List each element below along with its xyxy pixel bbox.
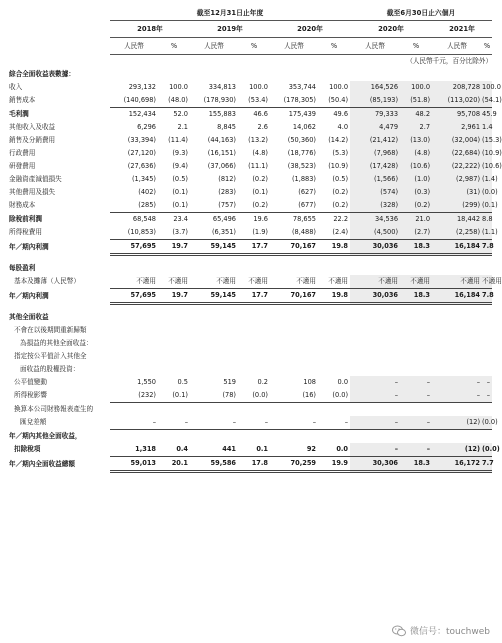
table-row [8,289,492,304]
header-year: 2019年 [190,21,270,38]
oci-text-line: 為損益的其他全面收益： [20,339,93,348]
value-cell: 17.7 [238,240,270,255]
unit-note: （人民幣千元，百分比除外） [406,57,493,66]
value-cell: 68,548 [132,215,156,224]
value-cell: 0.1 [238,443,270,457]
value-cell: (0.5) [332,175,349,184]
value-cell: – [400,389,432,403]
value-cell: 100.0 [169,83,188,92]
row-label: 金融資產減值損失 [9,175,62,184]
table-row [8,226,492,240]
watermark-text: 微信号：touchweb [409,627,490,637]
value-cell: (4.8) [400,147,432,160]
table-row [8,403,492,417]
value-cell: (812) [218,175,236,184]
value-cell: 19.7 [158,240,190,255]
value-cell: 155,883 [208,110,236,119]
value-cell: – [158,416,190,430]
value-cell: 4.0 [337,123,349,132]
value-cell: (0.0) [238,389,270,403]
value-cell: (299) [432,199,482,213]
financial-table-container [8,6,502,473]
row-label: 年／期內利潤 [9,291,49,300]
row-label: 銷售成本 [9,96,36,105]
value-cell: 16,184 [432,240,482,255]
value-cell: 8,845 [217,123,236,132]
row-label: 銷售及分銷費用 [9,136,56,145]
value-cell: (0.5) [172,175,188,184]
table-row [8,38,492,55]
table-row [8,186,492,199]
value-cell: (51.8) [400,94,432,108]
value-cell: (285) [110,199,158,213]
value-cell: 不適用 [400,275,432,289]
value-cell: 30,036 [350,289,400,304]
header-group-fy: 截至12月31日止年度 [110,6,350,21]
table-row [8,430,492,444]
value-cell: 519 [223,378,236,387]
value-cell: (38,523) [287,162,316,171]
value-cell: (22,684) [432,147,482,160]
row-label: 其他費用及損失 [9,188,56,197]
value-cell: (50.4) [318,94,350,108]
value-cell: 17.8 [238,457,270,472]
value-cell: (1.0) [400,173,432,186]
value-cell: 100.0 [482,81,492,94]
value-cell: 79,333 [350,108,400,122]
value-cell: (0.1) [172,188,188,197]
value-cell: (0.0) [318,389,350,403]
value-cell: (178,305) [270,94,318,108]
value-cell: 100.0 [329,83,349,92]
value-cell: – [482,376,492,389]
value-cell: (140,698) [110,94,158,108]
row-label: 財務成本 [9,201,36,210]
value-cell: (15.3) [482,134,492,147]
value-cell: (178,930) [190,94,238,108]
value-cell: 7.8 [482,289,492,304]
value-cell: 不適用 [158,275,190,289]
value-cell: (4.8) [252,149,268,158]
table-row [8,121,492,134]
value-cell: 59,013 [110,457,158,472]
value-cell: 21.0 [400,213,432,227]
header-unit-pct: % [318,38,350,55]
value-cell: 7.7 [482,457,492,472]
value-cell: (2.7) [400,226,432,240]
value-cell: 70,167 [270,240,318,255]
value-cell: 49.6 [333,110,349,119]
value-cell: 108 [303,378,316,387]
value-cell: (402) [138,188,156,197]
row-label: 毛利潤 [9,109,29,118]
value-cell: 100.0 [249,83,268,92]
header-unit-pct: % [238,38,270,55]
oci-text-line: 面收益的股權投資： [20,365,80,374]
value-cell: – [400,416,432,430]
table-row [8,350,492,363]
value-cell: 0.0 [337,378,349,387]
value-cell: (1.4) [482,173,492,186]
value-cell: 0.0 [318,443,350,457]
value-cell: (53.4) [238,94,270,108]
value-cell: 70,259 [270,457,318,472]
value-cell: 208,728 [432,81,482,94]
value-cell: 8.8 [482,213,492,227]
table-row [8,173,492,186]
value-cell: 20.1 [158,457,190,472]
value-cell: 17.7 [238,289,270,304]
value-cell: (12) [432,443,482,457]
note-spacer [8,55,110,69]
value-cell: 19.7 [158,289,190,304]
value-cell: – [238,416,270,430]
value-cell: (232) [110,389,158,403]
value-cell: (13.2) [248,136,268,145]
header-spacer [8,21,110,38]
row-label: 年／期內全面收益總額 [9,459,75,468]
value-cell: (32,004) [432,134,482,147]
value-cell: (22,222) [432,160,482,173]
row-label: 基本及攤薄（人民幣） [14,277,80,286]
value-cell: (757) [190,199,238,213]
value-cell: (0.1) [482,199,492,213]
spacer [8,304,492,312]
value-cell: (48.0) [158,94,190,108]
value-cell: (0.1) [252,188,268,197]
value-cell: – [350,416,400,430]
value-cell: (7,968) [350,147,400,160]
value-cell: 57,695 [110,289,158,304]
watermark [392,624,490,637]
value-cell: 0.4 [158,443,190,457]
value-cell: 78,655 [292,215,316,224]
row-label: 匯兌差額 [20,418,47,427]
value-cell: (1,345) [131,175,156,184]
value-cell: 6,296 [137,123,156,132]
row-label: 行政費用 [9,149,36,158]
value-cell: 不適用 [110,275,158,289]
value-cell: (10.9) [482,147,492,160]
value-cell: 7.8 [482,240,492,255]
row-label: 公平值變動 [14,378,47,387]
value-cell: (0.0) [482,416,492,430]
value-cell: (33,394) [127,136,156,145]
oci-fx-label: 換算本公司財務報表產生的 [14,405,94,414]
value-cell: 92 [270,443,318,457]
value-cell: (3.7) [158,226,190,240]
value-cell: 2.7 [400,121,432,134]
header-unit-rmb: 人民幣 [350,38,400,55]
table-row [8,363,492,376]
header-year: 2018年 [110,21,190,38]
value-cell: (78) [190,389,238,403]
oci-subtotal-label: 年／期內其他全面收益， [9,432,82,441]
header-unit-rmb: 人民幣 [270,38,318,55]
value-cell: (18,776) [287,149,316,158]
value-cell: 18,442 [432,213,482,227]
table-row [8,376,492,389]
table-row [8,416,492,430]
value-cell: (85,193) [350,94,400,108]
value-cell: – [110,416,158,430]
value-cell: 不適用 [270,275,318,289]
header-unit-pct: % [482,38,492,55]
row-label: 其他收入及收益 [9,123,56,132]
header-year: 2020年 [270,21,350,38]
value-cell: 19.8 [318,240,350,255]
income-statement-table [8,6,502,473]
header-unit-pct: % [400,38,432,55]
table-row [8,134,492,147]
table-row [8,68,492,81]
value-cell: 59,586 [190,457,238,472]
value-cell: (0.2) [332,188,349,197]
value-cell: (13.0) [400,134,432,147]
value-cell: – [318,416,350,430]
value-cell: 293,132 [128,83,156,92]
table-row [8,324,492,337]
value-cell: 2.6 [257,123,268,132]
value-cell: 30,036 [350,240,400,255]
section-title-eps: 每股盈利 [9,264,36,273]
value-cell: 19.6 [253,215,268,224]
value-cell: – [400,443,432,457]
value-cell: (2,258) [432,226,482,240]
row-label: 年／期內利潤 [9,242,49,251]
header-unit-rmb: 人民幣 [190,38,238,55]
value-cell: 441 [190,443,238,457]
table-row [8,311,492,324]
table-row [8,213,492,227]
value-cell: – [190,416,238,430]
value-cell: 18.3 [400,289,432,304]
section-title-income: 綜合全面收益表數據： [9,70,75,79]
value-cell: 19.9 [318,457,350,472]
value-cell: (21,412) [350,134,400,147]
value-cell: 不適用 [238,275,270,289]
value-cell: (16,151) [207,149,236,158]
value-cell: – [482,389,492,403]
value-cell: (1.9) [238,226,270,240]
value-cell: (0.2) [400,199,432,213]
oci-text-line: 指定按公平值計入其他全 [14,352,87,361]
value-cell: – [400,376,432,389]
oci-text-line: 不會在以後期間重新歸類 [14,326,87,335]
value-cell: 1,550 [137,378,156,387]
value-cell: 不適用 [482,275,492,289]
value-cell: 152,434 [128,110,156,119]
value-cell: (627) [298,188,316,197]
value-cell: 59,145 [190,240,238,255]
value-cell: 16,184 [432,289,482,304]
row-label: 除稅前利潤 [9,214,42,223]
value-cell: (37,066) [207,162,236,171]
value-cell: (1.1) [482,226,492,240]
value-cell: 52.0 [173,110,188,119]
value-cell: 14,062 [292,123,316,132]
value-cell: 45.9 [482,108,492,122]
value-cell: 22.2 [333,215,349,224]
value-cell: (11.1) [248,162,268,171]
row-label: 研發費用 [9,162,36,171]
value-cell: (113,020) [432,94,482,108]
value-cell: – [432,389,482,403]
value-cell: (0.3) [400,186,432,199]
value-cell: – [350,376,400,389]
value-cell: (6,351) [190,226,238,240]
value-cell: 18.3 [400,457,432,472]
value-cell: (0.1) [158,199,190,213]
table-row [8,255,492,263]
row-label: 所得稅費用 [9,228,42,237]
value-cell: (9.3) [172,149,188,158]
value-cell: 19.8 [318,289,350,304]
header-unit-rmb: 人民幣 [432,38,482,55]
value-cell: (12) [432,416,482,430]
table-row [8,457,492,472]
table-row [8,304,492,312]
value-cell: 1,318 [110,443,158,457]
table-row [8,240,492,255]
row-label: 扣除稅項 [14,445,41,454]
value-cell: (1,883) [291,175,316,184]
header-spacer [8,38,110,55]
value-cell: (54.1) [482,94,492,108]
wechat-icon [392,625,406,637]
value-cell: 95,708 [432,108,482,122]
value-cell: 100.0 [400,81,432,94]
table-row [8,6,492,21]
value-cell: 334,813 [208,83,236,92]
value-cell: 23.4 [173,215,188,224]
value-cell: (10.6) [482,160,492,173]
value-cell: 16,172 [432,457,482,472]
value-cell: (31) [432,186,482,199]
header-unit-rmb: 人民幣 [110,38,158,55]
value-cell: (10.6) [400,160,432,173]
value-cell: 65,496 [212,215,236,224]
value-cell: 4,479 [350,121,400,134]
value-cell: (0.1) [158,389,190,403]
value-cell: 353,744 [288,83,316,92]
value-cell: (677) [270,199,318,213]
value-cell: (14.2) [328,136,349,145]
value-cell: 59,145 [190,289,238,304]
value-cell: (5.3) [332,149,349,158]
table-row [8,160,492,173]
value-cell: 2.1 [177,123,188,132]
header-group-hy: 截至6月30日止六個月 [350,6,492,21]
value-cell: 不適用 [432,275,482,289]
value-cell: 70,167 [270,289,318,304]
value-cell: 2,961 [432,121,482,134]
value-cell: 不適用 [350,275,400,289]
value-cell: – [350,389,400,403]
header-unit-pct: % [158,38,190,55]
value-cell: (0.0) [482,186,492,199]
value-cell: (0.2) [238,199,270,213]
row-label: 所得稅影響 [14,391,47,400]
value-cell: (2.4) [318,226,350,240]
table-row [8,199,492,213]
value-cell: (10,853) [110,226,158,240]
value-cell: (16) [270,389,318,403]
value-cell: (27,120) [127,149,156,158]
value-cell: (17,428) [350,160,400,173]
table-row [8,337,492,350]
value-cell: – [432,376,482,389]
value-cell: (44,163) [207,136,236,145]
value-cell: (4,500) [350,226,400,240]
value-cell: (0.2) [252,175,268,184]
value-cell: (328) [350,199,400,213]
value-cell: (283) [218,188,236,197]
value-cell: (0.2) [318,199,350,213]
table-row [8,443,492,457]
value-cell: (0.0) [482,443,492,457]
table-row [8,389,492,403]
table-row [8,81,492,94]
value-cell: (50,360) [287,136,316,145]
value-cell: – [270,416,318,430]
value-cell: (10.9) [328,162,349,171]
value-cell: (27,636) [127,162,156,171]
value-cell: 175,439 [288,110,316,119]
value-cell: 46.6 [253,110,268,119]
value-cell: 48.2 [400,108,432,122]
value-cell: (9.4) [172,162,188,171]
value-cell: 0.2 [257,378,268,387]
table-row [8,262,492,275]
value-cell: (2,987) [432,173,482,186]
value-cell: (1,566) [350,173,400,186]
table-row [8,108,492,122]
table-row [8,21,492,38]
spacer [8,255,492,263]
value-cell: (574) [350,186,400,199]
value-cell: 30,306 [350,457,400,472]
value-cell: 不適用 [318,275,350,289]
value-cell: 34,536 [350,213,400,227]
value-cell: 57,695 [110,240,158,255]
section-title-oci: 其他全面收益 [9,313,49,322]
value-cell: 1.4 [482,121,492,134]
value-cell: 不適用 [190,275,238,289]
header-year: 2020年 [350,21,432,38]
value-cell: 164,526 [350,81,400,94]
row-label: 收入 [9,83,23,92]
table-row [8,147,492,160]
value-cell: – [350,443,400,457]
value-cell: (11.4) [168,136,188,145]
header-spacer [8,6,110,21]
value-cell: 0.5 [177,378,188,387]
table-row [8,55,492,69]
value-cell: (8,488) [270,226,318,240]
table-row [8,94,492,108]
header-year: 2021年 [432,21,492,38]
table-row [8,275,492,289]
value-cell: 18.3 [400,240,432,255]
